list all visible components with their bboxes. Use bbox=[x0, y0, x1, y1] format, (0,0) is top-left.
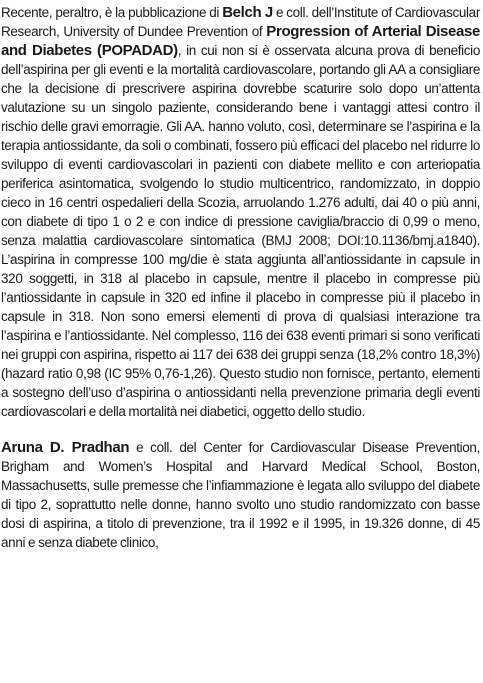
paragraph-mid-text: e coll. dell’Institute of Cardiovascular Research, University of Dundee Prevention of bbox=[1, 5, 480, 39]
paragraph-popadad bbox=[1, 3, 480, 421]
paragraph-body-text: e coll. del Center for Cardiovascular Disease Prevention, Brigham and Women’s Hospital and Harvard Medical School, Boston, Massachusetts, sulle premesse che l’infiammazione è legata allo sviluppo del diabete di tipo 2, soprattutto nelle donne, hanno svolto uno studio randomizzato con basse dosi di aspirina, a titolo di prevenzione, tra il 1992 e il 1995, in 19.326 donne, di 45 anni e senza diabete clinico, bbox=[1, 440, 480, 550]
paragraph-pradhan bbox=[1, 438, 480, 552]
paragraph-intro-text: Recente, peraltro, è la pubblicazione di bbox=[1, 5, 223, 20]
author-name: Aruna D. Pradhan bbox=[1, 439, 130, 456]
paragraph-body-text: , in cui non si è osservata alcuna prova di beneficio dell’aspirina per gli eventi e la mortalità cardiovascolare, portando gli AA a consigliare che la decisione di prescrivere aspirina dovrebbe scaturire solo dopo un’attenta valutazione su un singolo paziente, considerando bene i vantaggi attesi contro il rischio delle gravi emorragie. Gli AA. hanno voluto, così, determinare se l’aspirina e la terapia antiossidante, da soli o combinati, fossero più efficaci del placebo nel ridurre lo sviluppo di eventi cardiovascolari in pazienti con diabete mellito e con arteriopatia periferica asintomatica, svolgendo lo studio multicentrico, randomizzato, in doppio cieco in 16 centri ospedalieri della Scozia, arruolando 1.276 adulti, dai 40 o più anni, con diabete di tipo 1 o 2 e con indice di pressione caviglia/braccio di 0,99 o meno, senza malattia cardiovascolare sintomatica (BMJ 2008; DOI:10.1136/bmj.a1840). L’aspirina in compresse 100 mg/die è stata aggiunta all’antiossidante in capsule in 320 soggetti, in 318 al placebo in capsule, mentre il placebo in compresse più l’antiossidante in capsule in 320 ed infine il placebo in compresse più il placebo in capsule in 318. Non sono emersi elementi di prova di qualsiasi interazione tra l’aspirina e l’antiossidante. Nel complesso, 116 dei 638 eventi primari si sono verificati nei gruppi con aspirina, rispetto ai 117 dei 638 dei gruppi senza (18,2% contro 18,3%) (hazard ratio 0,98 (IC 95% 0,76-1,26). Questo studio non fornisce, pertanto, elementi a sostegno dell’uso d’aspirina o antiossidanti nella prevenzione primaria degli eventi cardiovascolari e della mortalità nei diabetici, oggetto dello studio. bbox=[1, 43, 480, 419]
study-name: Progression of Arterial Disease and Diabetes (POPADAD) bbox=[1, 23, 481, 59]
author-name: Belch J bbox=[222, 4, 273, 21]
